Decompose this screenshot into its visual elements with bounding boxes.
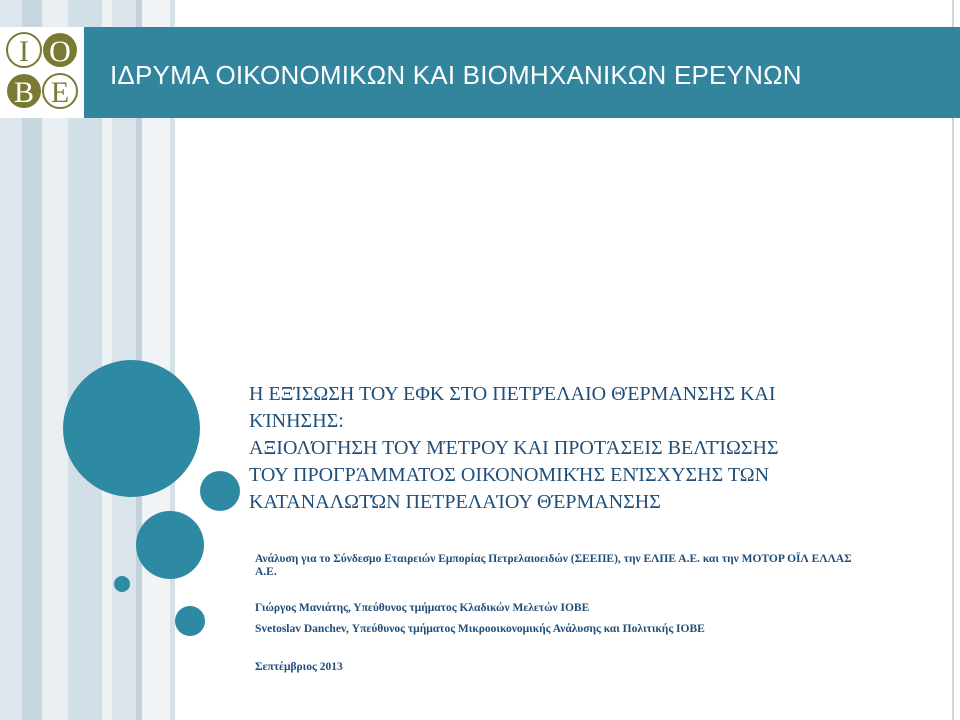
- medium-circle-decoration: [136, 511, 204, 579]
- large-circle-decoration: [63, 360, 200, 497]
- logo-letter-4: Ε: [50, 76, 70, 109]
- title-line-3: ΑΞΙΟΛΌΓΗΣΗ ΤΟΥ ΜΈΤΡΟΥ ΚΑΙ ΠΡΟΤΆΣΕΙΣ ΒΕΛΤΊΩΣΗΣ: [249, 437, 779, 459]
- title-line-5: ΚΑΤΑΝΑΛΩΤΏΝ ΠΕΤΡΕΛΑΊΟΥ ΘΈΡΜΑΝΣΗΣ: [249, 491, 661, 513]
- title-line-1: Η ΕΞΊΣΩΣΗ ΤΟΥ ΕΦΚ ΣΤΟ ΠΕΤΡΈΛΑΙΟ ΘΈΡΜΑΝΣΗΣ ΚΑΙ: [249, 383, 776, 405]
- small-circle-decoration-2: [175, 606, 205, 636]
- iobe-logo-mark: [4, 30, 82, 114]
- institute-title: ΙΔΡΥΜΑ ΟΙΚΟΝΟΜΙΚΩΝ ΚΑΙ ΒΙΟΜΗΧΑΝΙΚΩΝ ΕΡΕΥΝΩΝ: [110, 60, 802, 90]
- logo-letter-1: Ι: [19, 35, 29, 68]
- iobe-logo: [0, 27, 84, 118]
- author-2: Svetoslav Danchev, Υπεύθυνος τμήματος Μικροοικονομικής Ανάλυσης και Πολιτικής ΙΟΒΕ: [255, 623, 705, 635]
- logo-letter-3: Β: [13, 76, 35, 109]
- title-line-4: ΤΟΥ ΠΡΟΓΡΆΜΜΑΤΟΣ ΟΙΚΟΝΟΜΙΚΉΣ ΕΝΊΣΧΥΣΗΣ ΤΩΝ: [249, 464, 770, 486]
- author-1: Γιώργος Μανιάτης, Υπεύθυνος τμήματος Κλαδικών Μελετών ΙΟΒΕ: [255, 602, 590, 614]
- title-line-2: ΚΊΝΗΣΗΣ:: [249, 410, 344, 432]
- presentation-title: [249, 381, 889, 516]
- analysis-note: Ανάλυση για το Σύνδεσμο Εταιρειών Εμπορίας Πετρελαιοειδών (ΣΕΕΠΕ), την ΕΛΠΕ Α.Ε. και την ΜΟΤΟΡ ΟΪΛ ΕΛΛΑΣ Α.Ε.: [255, 553, 852, 578]
- tiny-circle-decoration: [114, 576, 130, 592]
- small-circle-decoration: [200, 471, 240, 511]
- logo-letter-2: Ο: [49, 35, 71, 68]
- presentation-date: Σεπτέμβριος 2013: [255, 661, 343, 673]
